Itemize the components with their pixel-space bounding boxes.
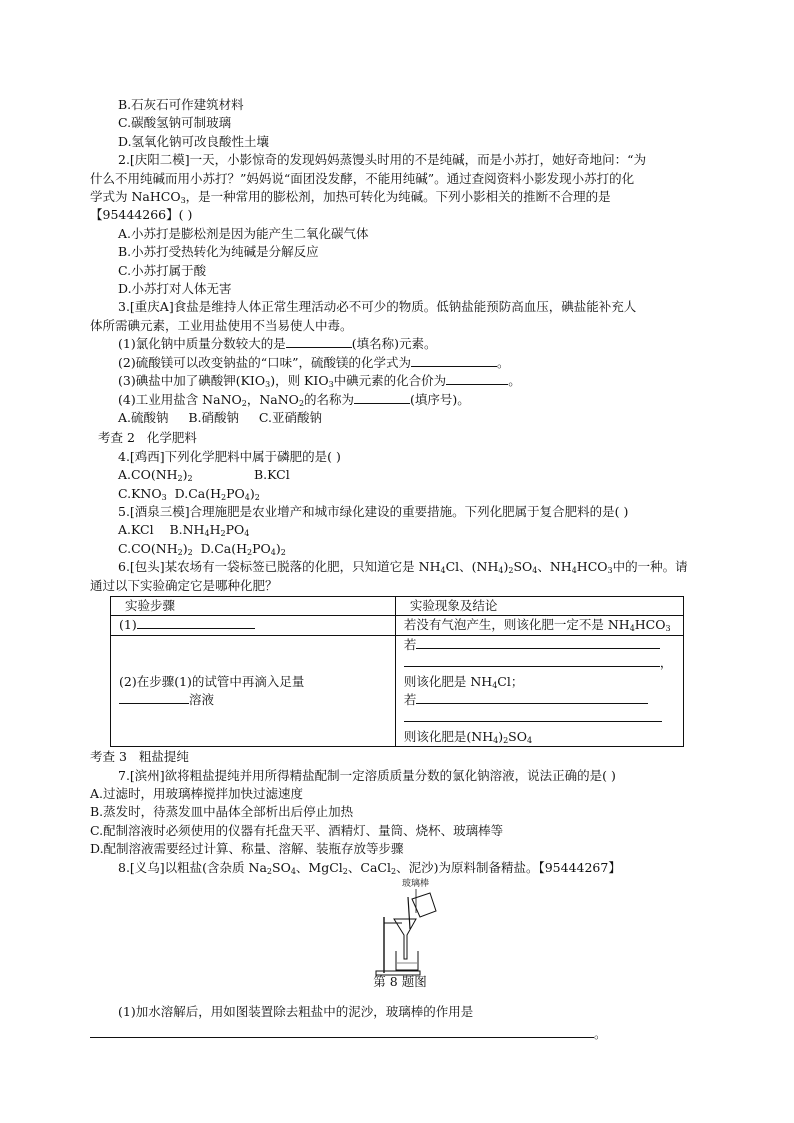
q5-options-cd: $C.CO(NH_2)_2$ $D.Ca(H_2PO_4)_2$ xyxy=(118,540,286,557)
answer-blank[interactable] xyxy=(411,354,497,367)
q5-option-d-tail: PO xyxy=(252,540,271,556)
result-1-cell: 若没有气泡产生，则该化肥一定不是 $NH_4HCO_3$ xyxy=(395,616,683,635)
q6-text-5: 、NH xyxy=(537,559,572,575)
q5-options-ab: A.KCl $B.NH_4H_2PO_4$ xyxy=(118,522,250,539)
answer-blank[interactable] xyxy=(119,691,189,704)
question-8 xyxy=(90,859,710,1044)
q3-part-4-mid: ，NaNO xyxy=(246,391,299,407)
q1-option-b: B.石灰石可作建筑材料 xyxy=(118,97,244,112)
q6-text-3: ) xyxy=(503,559,509,575)
q2-option-b: B.小苏打受热转化为纯碱是分解反应 xyxy=(118,244,319,260)
filtration-apparatus-image xyxy=(90,877,710,977)
q8-text-4: 、CaCl xyxy=(347,859,391,875)
step-2-text: (2)在步骤(1)的试管中再滴入足量 xyxy=(119,673,305,689)
q8-text-3: 、MgCl xyxy=(295,859,343,875)
result-2-if-1: 若 xyxy=(403,636,417,652)
q5-stem: 5.[酒泉三模]合理施肥是农业增产和城市绿化建设的重要措施。下列化肥属于复合肥料的是( ) xyxy=(118,503,629,519)
answer-blank[interactable] xyxy=(286,335,352,348)
table-header-steps: 实验步骤 xyxy=(111,596,396,615)
table-header-row xyxy=(111,596,684,615)
q8-text-5: 、泥沙)为原料制备精盐。【95444267】 xyxy=(396,859,621,875)
q3-part-3: (3)碘盐中加了碘酸钾$(KIO_3)$，则 $KIO_3$中碘元素的化合价为 。 xyxy=(118,373,521,390)
result-2-comma: ， xyxy=(659,655,673,671)
section-2-heading: 考查 2 化学肥料 xyxy=(98,430,197,446)
section-3-heading: 考查 3 粗盐提纯 xyxy=(90,749,189,765)
experiment-table xyxy=(110,596,684,747)
q8-end-mark: 。 xyxy=(594,1026,607,1042)
result-2-then-2-mid: ) xyxy=(498,728,504,744)
q8-answer-line xyxy=(90,1025,710,1043)
result-1-formula: HCO xyxy=(634,617,666,633)
q6-text-1: 6.[包头]某农场有一袋标签已脱落的化肥，只知道它是 NH xyxy=(118,559,441,575)
answer-blank[interactable] xyxy=(404,654,660,667)
q6-text-4: SO xyxy=(513,559,533,575)
q4-option-c: C.KNO xyxy=(118,485,162,501)
answer-blank[interactable] xyxy=(137,616,255,629)
q1-option-c: C.碳酸氢钠可制玻璃 xyxy=(118,115,232,131)
q2-line-2: 什么不用纯碱而用小苏打？”妈妈说“面团没发酵，不能用纯碱”。通过查阅资料小影发现小苏打的化 xyxy=(90,170,635,186)
table-row xyxy=(111,616,684,635)
q6-line-1: 6.[包头]某农场有一袋标签已脱落的化肥，只知道它是 $NH_4Cl$、$(NH_4)_2SO_4$、$NH_4HCO_3$中的一种。请 xyxy=(118,559,688,576)
q3-part-4-mid2: 的名称为 xyxy=(304,391,355,407)
result-2-if-2: 若 xyxy=(403,692,417,707)
q4-option-a: A.CO(NH xyxy=(118,467,178,483)
q2-line-1: 2.[庆阳二模]一天，小影惊奇的发现妈妈蒸馒头时用的不是纯碱，而是小苏打，她好奇地问：“为 xyxy=(118,152,647,168)
q6-text-6: HCO xyxy=(576,559,608,575)
result-1-text: 若没有气泡产生，则该化肥一定不是 NH xyxy=(403,617,630,633)
result-2-then-2: 则该化肥是(NH xyxy=(403,728,494,744)
result-2-then-1: 则该化肥是 NH xyxy=(403,673,493,689)
q3-part-3-mid2: 中碘元素的化合价为 xyxy=(333,373,447,389)
q3-line-1: 3.[重庆A]食盐是维持人体正常生理活动必不可少的物质。低钠盐能预防高血压，碘盐能补充人 xyxy=(118,299,637,315)
q4-options-cd: $C.KNO_3$ $D.Ca(H_2PO_4)_2$ xyxy=(118,485,260,502)
q3-part-4: (4)工业用盐含 NaNO$_2$，NaNO$_2$的名称为 (填序号)。 xyxy=(118,391,470,408)
q4-stem: 4.[鸡西]下列化学肥料中属于磷肥的是( ) xyxy=(118,448,341,464)
q6-text-7: 中的一种。请 xyxy=(612,559,688,575)
figure-caption: 第 8 题图 xyxy=(373,974,427,990)
filtration-figure xyxy=(90,877,710,990)
step-1-label: (1) xyxy=(119,617,137,633)
q8-stem: 8.[义乌]以粗盐(含杂质 $Na_2SO_4$、MgCl$_2$、CaCl$_2$、泥沙)为原料制备精盐。【95444267】 xyxy=(118,859,621,876)
q5-option-d: D.Ca(H xyxy=(200,540,248,556)
q2-option-d: D.小苏打对人体无害 xyxy=(118,281,232,297)
q2-line-3: 学式为 NaHCO$_3$，是一种常用的膨松剂，加热可转化为纯碱。下列小影相关的推断不合理的是 xyxy=(90,189,611,206)
answer-blank[interactable] xyxy=(446,372,508,385)
q3-part-3-tail: 。 xyxy=(508,373,521,389)
q7-stem: 7.[滨州]欲将粗盐提纯并用所得精盐配制一定溶质质量分数的氯化钠溶液，说法正确的是( ) xyxy=(118,767,616,783)
q2-option-a: A.小苏打是膨松剂是因为能产生二氧化碳气体 xyxy=(118,225,369,241)
question-4 xyxy=(90,448,710,503)
q4-option-b: B.KCl xyxy=(254,467,290,483)
step-1-cell xyxy=(111,616,396,635)
q3-part-2-text: (2)硫酸镁可以改变钠盐的“口味”，硫酸镁的化学式为 xyxy=(118,354,411,370)
q8-part-1: (1)加水溶解后，用如图装置除去粗盐中的泥沙，玻璃棒的作用是 xyxy=(118,1004,474,1020)
q3-part-1 xyxy=(90,335,710,353)
q2-line-3b: ，是一种常用的膨松剂，加热可转化为纯碱。下列小影相关的推断不合理的是 xyxy=(185,189,611,205)
q3-line-2: 体所需碘元素，工业用盐使用不当易使人中毒。 xyxy=(90,317,353,333)
answer-blank[interactable] xyxy=(416,636,660,649)
answer-blank[interactable] xyxy=(354,391,410,404)
q4-option-d-tail: PO xyxy=(226,485,245,501)
q4-options-ab: $A.CO(NH_2)_2$ B.KCl xyxy=(118,467,290,484)
q3-part-3-text: (3)碘盐中加了碘酸钾(KIO xyxy=(118,373,266,389)
q8-text-1: 8.[义乌]以粗盐(含杂质 Na xyxy=(118,859,267,875)
question-3 xyxy=(90,298,710,427)
q8-text-2: SO xyxy=(272,859,291,875)
result-2-cell: 若 ， 则该化肥是 $NH_4Cl$； 若 则该化肥是$(NH_4)_2SO_4$ xyxy=(395,635,683,746)
answer-blank[interactable] xyxy=(404,709,662,722)
q1-option-d: D.氢氧化钠可改良酸性土壤 xyxy=(118,133,270,149)
answer-blank[interactable] xyxy=(416,691,648,704)
table-row xyxy=(111,635,684,746)
q7-option-b: B.蒸发时，待蒸发皿中晶体全部析出后停止加热 xyxy=(90,804,354,820)
q6-line-2: 通过以下实验确定它是哪种化肥？ xyxy=(90,577,278,593)
q5-option-ab: A.KCl B.NH xyxy=(118,522,205,538)
q3-part-2 xyxy=(90,354,710,372)
q3-part-4-tail: (填序号)。 xyxy=(410,391,470,407)
glass-rod-label: 玻璃棒 xyxy=(402,879,430,890)
question-2 xyxy=(90,151,710,298)
step-2-tail: 溶液 xyxy=(189,692,215,707)
q2-option-c: C.小苏打属于酸 xyxy=(118,262,207,278)
q5-option-b-mid: H xyxy=(209,522,221,538)
q3-part-4-text: (4)工业用盐含 NaNO xyxy=(118,391,242,407)
result-2-then-2-tail: SO xyxy=(508,728,527,744)
q2-line-4: 【95444266】( ) xyxy=(90,207,193,223)
q3-part-3-mid: )，则 KIO xyxy=(270,373,329,389)
q7-option-c: C.配制溶液时必须使用的仪器有托盘天平、酒精灯、量筒、烧杯、玻璃棒等 xyxy=(90,822,504,838)
document-page xyxy=(90,96,710,1044)
table-header-results: 实验现象及结论 xyxy=(395,596,683,615)
question-5 xyxy=(90,503,710,558)
q7-option-a: A.过滤时，用玻璃棒搅拌加快过滤速度 xyxy=(90,786,304,802)
q3-part-1-tail: (填名称)元素。 xyxy=(351,336,437,352)
q7-option-d: D.配制溶液需要经过计算、称量、溶解、装瓶存放等步骤 xyxy=(90,841,404,857)
result-2-then-1-tail: Cl； xyxy=(497,673,524,689)
q5-option-c: C.CO(NH xyxy=(118,540,178,556)
q2-line-3a: 学式为 NaHCO xyxy=(90,189,181,205)
q3-part-2-tail: 。 xyxy=(497,354,510,370)
q3-part-1-text: (1)氯化钠中质量分数较大的是 xyxy=(118,336,286,352)
answer-blank[interactable] xyxy=(90,1025,594,1038)
q4-option-d: D.Ca(H xyxy=(174,485,222,501)
q6-text-2: Cl、(NH xyxy=(445,559,499,575)
q3-options: A.硫酸钠 B.硝酸钠 C.亚硝酸钠 xyxy=(118,409,322,425)
question-6 xyxy=(90,558,710,747)
step-2-cell xyxy=(111,635,396,746)
q5-option-b-tail: PO xyxy=(225,522,245,538)
question-7 xyxy=(90,767,710,859)
